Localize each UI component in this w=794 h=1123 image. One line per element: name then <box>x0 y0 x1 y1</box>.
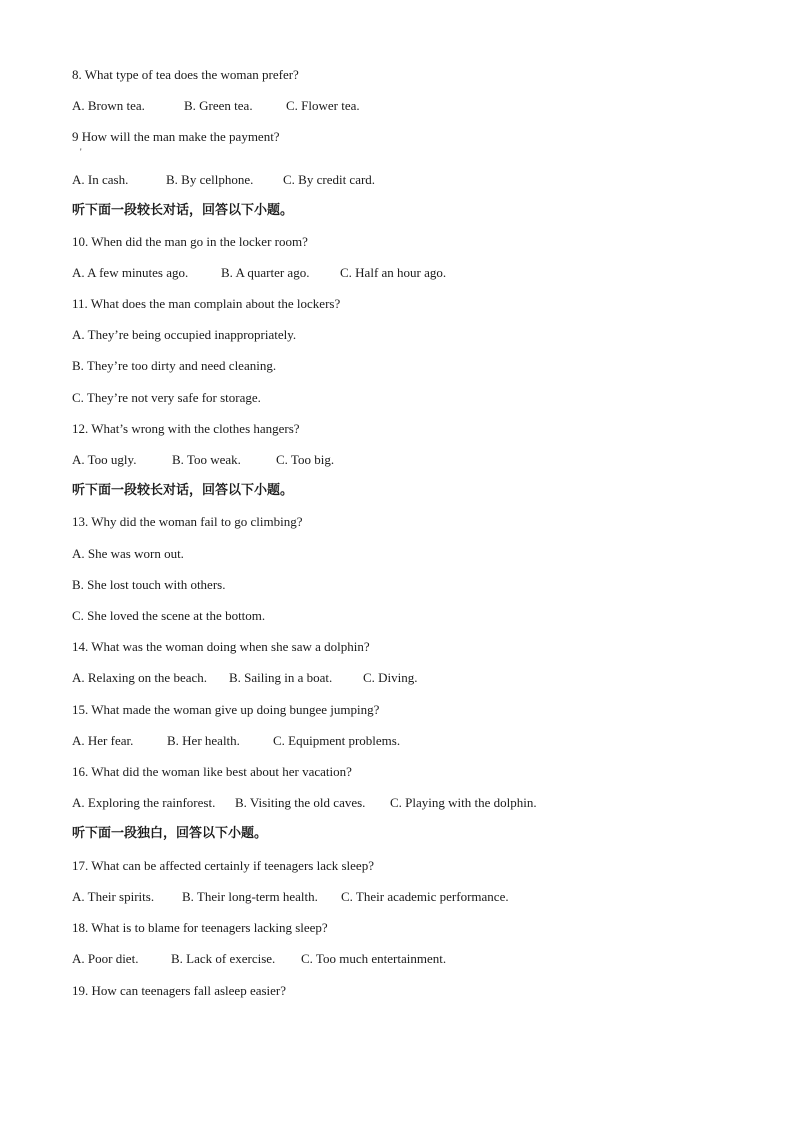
option-16c: C. Playing with the dolphin. <box>390 795 537 810</box>
option-12c: C. Too big. <box>276 452 335 467</box>
options-15 <box>72 732 400 750</box>
question-10: 10. When did the man go in the locker room? <box>72 234 308 249</box>
option-12a: A. Too ugly. <box>72 452 137 467</box>
question-9: 9 How will the man make the payment? <box>72 129 280 144</box>
option-13a: A. She was worn out. <box>72 546 184 561</box>
option-17a: A. Their spirits. <box>72 889 155 904</box>
section-heading-1: 听下面一段较长对话，回答以下小题。 <box>72 203 294 218</box>
question-13: 13. Why did the woman fail to go climbing? <box>72 514 303 529</box>
options-9 <box>72 171 375 189</box>
options-17 <box>72 888 509 906</box>
section-heading-2: 听下面一段较长对话，回答以下小题。 <box>72 483 294 498</box>
question-8: 8. What type of tea does the woman prefer? <box>72 67 299 82</box>
option-12b: B. Too weak. <box>172 452 241 467</box>
question-11: 11. What does the man complain about the lockers? <box>72 296 341 311</box>
option-15b: B. Her health. <box>167 733 240 748</box>
option-13c: C. She loved the scene at the bottom. <box>72 608 266 623</box>
stray-mark: ' <box>80 147 82 157</box>
options-8 <box>72 97 360 115</box>
option-9b: B. By cellphone. <box>166 172 254 187</box>
question-17: 17. What can be affected certainly if teenagers lack sleep? <box>72 858 374 873</box>
option-17b: B. Their long-term health. <box>182 889 318 904</box>
options-16 <box>72 794 537 812</box>
question-18: 18. What is to blame for teenagers lacking sleep? <box>72 920 328 935</box>
option-16b: B. Visiting the old caves. <box>235 795 366 810</box>
option-16a: A. Exploring the rainforest. <box>72 795 216 810</box>
option-10b: B. A quarter ago. <box>221 265 310 280</box>
option-18b: B. Lack of exercise. <box>171 951 276 966</box>
option-8b: B. Green tea. <box>184 98 253 113</box>
options-14 <box>72 669 418 687</box>
option-10a: A. A few minutes ago. <box>72 265 189 280</box>
options-10 <box>72 264 446 282</box>
options-12 <box>72 451 334 469</box>
section-heading-3: 听下面一段独白，回答以下小题。 <box>72 826 268 841</box>
option-17c: C. Their academic performance. <box>341 889 509 904</box>
option-11a: A. They’re being occupied inappropriately. <box>72 327 297 342</box>
option-8c: C. Flower tea. <box>286 98 360 113</box>
options-18 <box>72 950 446 968</box>
question-16: 16. What did the woman like best about her vacation? <box>72 764 352 779</box>
option-10c: C. Half an hour ago. <box>340 265 447 280</box>
option-14c: C. Diving. <box>363 670 418 685</box>
option-15c: C. Equipment problems. <box>273 733 401 748</box>
question-19: 19. How can teenagers fall asleep easier? <box>72 983 287 998</box>
option-8a: A. Brown tea. <box>72 98 145 113</box>
option-9a: A. In cash. <box>72 172 129 187</box>
option-13b: B. She lost touch with others. <box>72 577 226 592</box>
question-15: 15. What made the woman give up doing bungee jumping? <box>72 702 380 717</box>
question-14: 14. What was the woman doing when she saw a dolphin? <box>72 639 370 654</box>
option-15a: A. Her fear. <box>72 733 134 748</box>
option-11b: B. They’re too dirty and need cleaning. <box>72 358 277 373</box>
question-12: 12. What’s wrong with the clothes hangers? <box>72 421 300 436</box>
option-18c: C. Too much entertainment. <box>301 951 447 966</box>
option-11c: C. They’re not very safe for storage. <box>72 390 261 405</box>
option-9c: C. By credit card. <box>283 172 376 187</box>
option-18a: A. Poor diet. <box>72 951 139 966</box>
option-14a: A. Relaxing on the beach. <box>72 670 208 685</box>
option-14b: B. Sailing in a boat. <box>229 670 333 685</box>
